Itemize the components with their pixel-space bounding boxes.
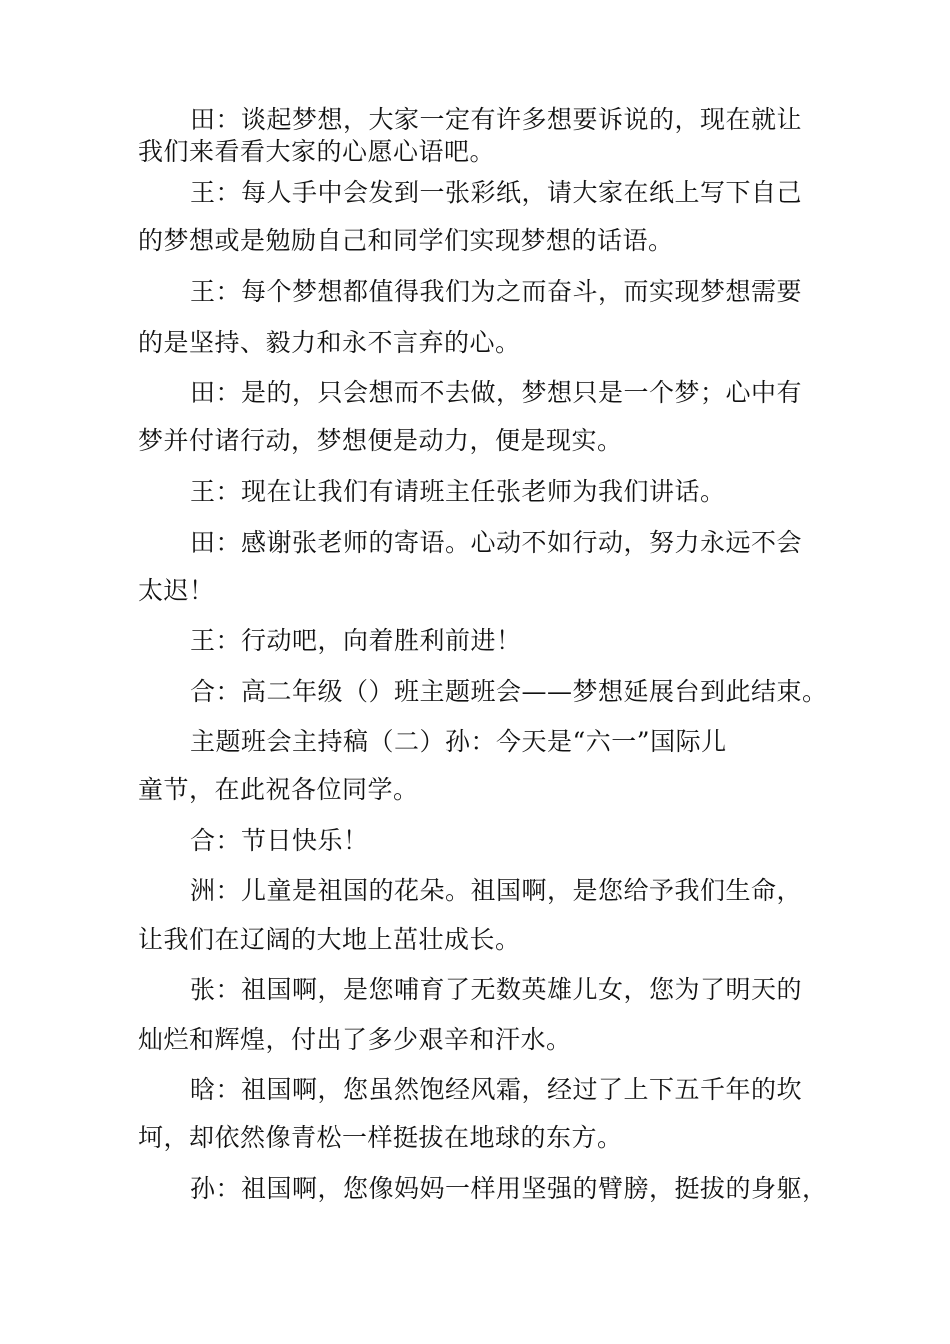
paragraph-line: 的梦想或是勉励自己和同学们实现梦想的话语。 [138,226,674,255]
paragraph-line: 童节，在此祝各位同学。 [138,775,419,804]
paragraph-line: 田：谈起梦想，大家一定有许多想要诉说的，现在就让 [190,105,803,134]
paragraph-line: 张：祖国啊，是您哺育了无数英雄儿女，您为了明天的 [190,975,803,1004]
paragraph-line: 的是坚持、毅力和永不言弃的心。 [138,328,521,357]
paragraph-line: 让我们在辽阔的大地上茁壮成长。 [138,925,521,954]
paragraph-line: 坷，却依然像青松一样挺拔在地球的东方。 [138,1123,623,1152]
paragraph-line: 太迟！ [138,576,215,605]
paragraph-line: 洲：儿童是祖国的花朵。祖国啊，是您给予我们生命， [190,876,803,905]
paragraph-line: 主题班会主持稿（二）孙：今天是“六一”国际儿 [190,727,727,756]
paragraph-line: 田：感谢张老师的寄语。心动不如行动，努力永远不会 [190,528,803,557]
paragraph-line: 王：每个梦想都值得我们为之而奋斗，而实现梦想需要 [190,277,803,306]
paragraph-line: 梦并付诸行动，梦想便是动力，便是现实。 [138,426,623,455]
paragraph-line: 我们来看看大家的心愿心语吧。 [138,137,496,166]
paragraph-line: 田：是的，只会想而不去做，梦想只是一个梦；心中有 [190,378,803,407]
paragraph-line: 王：每人手中会发到一张彩纸，请大家在纸上写下自己 [190,178,803,207]
paragraph-line: 合：高二年级（）班主题班会——梦想延展台到此结束。 [190,677,828,706]
paragraph-line: 王：现在让我们有请班主任张老师为我们讲话。 [190,477,726,506]
paragraph-line: 合：节日快乐！ [190,826,369,855]
paragraph-line: 灿烂和辉煌，付出了多少艰辛和汗水。 [138,1025,572,1054]
paragraph-line: 晗：祖国啊，您虽然饱经风霜，经过了上下五千年的坎 [190,1075,803,1104]
paragraph-line: 孙：祖国啊，您像妈妈一样用坚强的臂膀，挺拔的身躯， [190,1174,828,1203]
paragraph-line: 王：行动吧，向着胜利前进！ [190,626,522,655]
